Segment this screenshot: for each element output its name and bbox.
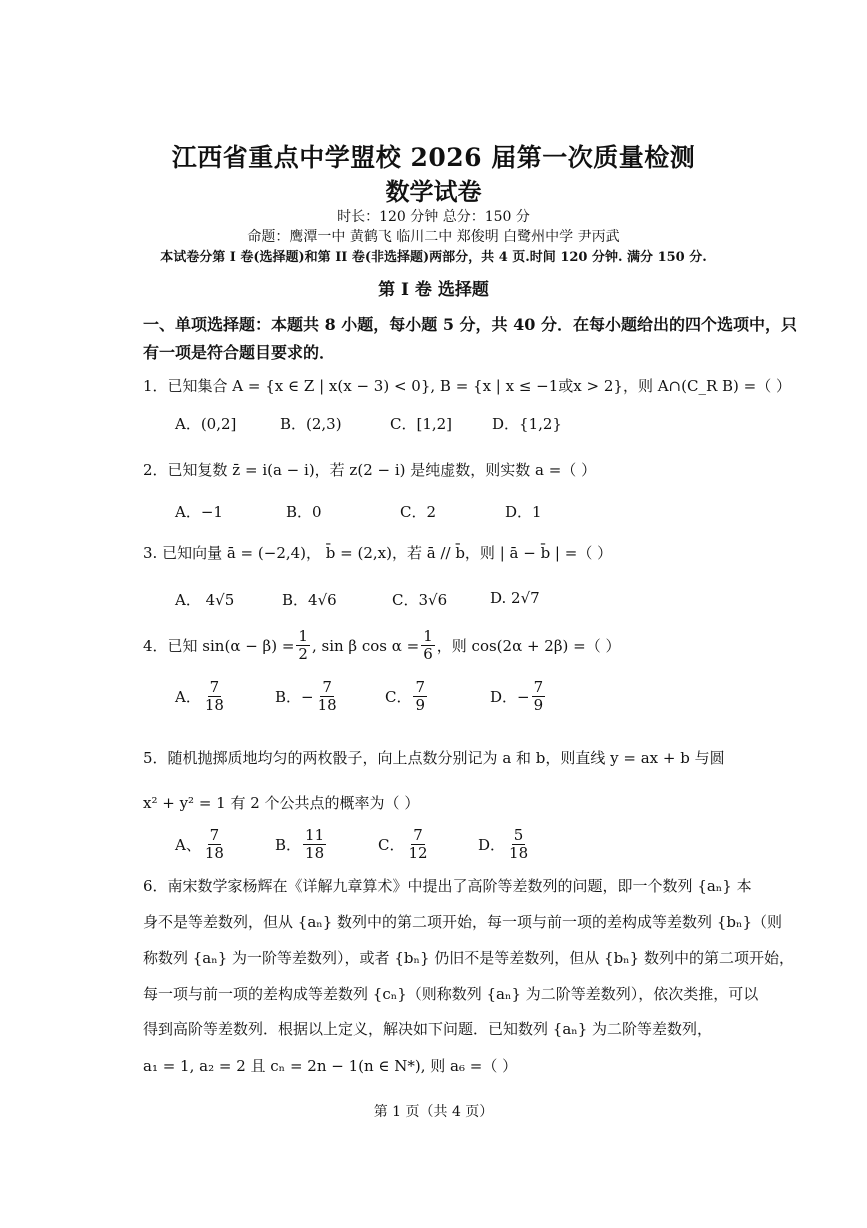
- q1-option-c: C．[1,2]: [390, 415, 453, 433]
- q4-fraction-1-den: 2: [298, 645, 308, 664]
- section-intro-1: 一、单项选择题：本题共 8 小题，每小题 5 分，共 40 分．在每小题给出的四个选项中，只: [143, 315, 797, 334]
- q6-line-2: 身不是等差数列，但从 {aₙ} 数列中的第二项开始，每一项与前一项的差构成等差数列 {bₙ}（则: [143, 913, 783, 931]
- q5-option-c: [378, 827, 432, 863]
- q5-option-a-frac: [203, 827, 226, 863]
- q4-c-den: 9: [415, 696, 426, 715]
- q4-fraction-1: [296, 628, 310, 664]
- q4-stem: [143, 628, 620, 664]
- q3-option-b: B．4√6: [282, 591, 337, 609]
- q5-c-den: 12: [408, 844, 428, 863]
- q4-d-den: 9: [533, 696, 544, 715]
- q5-option-b-label: B．: [275, 836, 302, 855]
- q5-a-den: 18: [204, 844, 224, 863]
- q6-line-4: 每一项与前一项的差构成等差数列 {cₙ}（则称数列 {aₙ} 为二阶等差数列），依次类推，可以: [143, 985, 759, 1003]
- q5-b-den: 18: [305, 844, 325, 863]
- q4-option-c: [385, 679, 429, 715]
- q4-b-num: 7: [322, 678, 332, 696]
- q3-option-d: D. 2√7: [490, 589, 540, 607]
- section-intro-2: 有一项是符合题目要求的．: [143, 343, 336, 362]
- q2-stem: 2．已知复数 z̄ = i(a − i)，若 z(2 − i) 是纯虚数，则实数 a =（ ）: [143, 461, 597, 479]
- q5-option-d: [478, 827, 532, 863]
- q6-line-5: 得到高阶等差数列．根据以上定义，解决如下问题．已知数列 {aₙ} 为二阶等差数列，: [143, 1020, 713, 1038]
- q1-option-d: D．{1,2}: [492, 415, 562, 433]
- q4-c-num: 7: [415, 678, 426, 696]
- q4-option-c-label: C．: [385, 688, 412, 707]
- q1-option-a: A．(0,2]: [175, 415, 237, 433]
- q3-stem: 3. 已知向量 ā = (−2,4)， b̄ = (2,x)，若 ā // b̄，则 | ā − b̄ | =（ ）: [143, 544, 613, 562]
- q1-stem: 1．已知集合 A = {x ∈ Z | x(x − 3) < 0}, B = {x | x ≤ −1或x > 2}，则 A∩(C_R B) =（ ）: [143, 377, 791, 395]
- q4-option-b-label: B．−: [275, 688, 314, 707]
- q4-a-num: 7: [209, 678, 220, 696]
- page-footer: 第 1 页（共 4 页）: [373, 1104, 494, 1120]
- q4-option-a-label: A．: [175, 688, 201, 707]
- q4-option-d-frac: [532, 679, 546, 715]
- q5-option-b: [275, 827, 328, 863]
- q5-option-b-frac: [303, 827, 326, 863]
- q2-option-b: B．0: [286, 503, 322, 521]
- q4-option-a: [175, 679, 228, 715]
- q4-fraction-2-num: 1: [423, 627, 433, 645]
- q4-b-den: 18: [317, 696, 337, 715]
- authors: 命题：鹰潭一中 黄鹤飞 临川二中 郑俊明 白鹭州中学 尹丙武: [247, 229, 620, 245]
- q5-d-den: 18: [509, 844, 529, 863]
- q5-a-num: 7: [209, 826, 220, 844]
- exam-subtitle: 数学试卷: [385, 177, 482, 206]
- q5-b-num: 11: [305, 826, 325, 844]
- q4-stem-part-3: ，则 cos(2α + 2β) =（ ）: [436, 637, 621, 656]
- q5-option-c-label: C．: [378, 836, 405, 855]
- q6-line-1: 6．南宋数学家杨辉在《详解九章算术》中提出了高阶等差数列的问题，即一个数列 {aₙ} 本: [143, 877, 752, 895]
- q4-fraction-2: [421, 628, 435, 664]
- q4-fraction-1-num: 1: [298, 627, 308, 645]
- q5-option-a: [175, 827, 228, 863]
- q4-fraction-2-den: 6: [423, 645, 433, 664]
- q3-option-c: C．3√6: [392, 591, 448, 609]
- q4-option-b: [275, 679, 341, 715]
- q4-d-num: 7: [533, 678, 544, 696]
- q6-line-3: 称数列 {aₙ} 为一阶等差数列），或者 {bₙ} 仍旧不是等差数列，但从 {bₙ} 数列中的第二项开始，: [143, 949, 794, 967]
- q5-d-num: 5: [513, 826, 524, 844]
- q4-stem-part-1: 4．已知 sin(α − β) =: [143, 637, 295, 656]
- q5-option-c-frac: [406, 827, 429, 863]
- q4-option-d: [490, 679, 547, 715]
- q5-c-num: 7: [413, 826, 423, 844]
- q4-a-den: 18: [204, 696, 224, 715]
- q5-option-a-label: A、: [175, 836, 201, 855]
- q2-option-d: D．1: [505, 503, 542, 521]
- q2-option-a: A．−1: [175, 503, 223, 521]
- q4-option-a-frac: [203, 679, 226, 715]
- q3-option-a: A． 4√5: [175, 591, 235, 609]
- q5-stem-1: 5．随机抛掷质地均匀的两枚骰子，向上点数分别记为 a 和 b，则直线 y = ax + b 与圆: [143, 749, 725, 767]
- q4-stem-part-2: , sin β cos α =: [311, 636, 420, 655]
- q4-option-b-frac: [316, 679, 339, 715]
- q6-line-6: a₁ = 1, a₂ = 2 且 cₙ = 2n − 1(n ∈ N*), 则 a₆ =（ ）: [143, 1057, 518, 1075]
- q4-option-c-frac: [413, 679, 427, 715]
- q2-option-c: C．2: [400, 503, 437, 521]
- time-score: 时长：120 分钟 总分：150 分: [337, 209, 530, 225]
- section-heading: 第 I 卷 选择题: [378, 280, 489, 300]
- q5-option-d-frac: [507, 827, 530, 863]
- q5-stem-2: x² + y² = 1 有 2 个公共点的概率为（ ）: [143, 794, 420, 812]
- exam-title: 江西省重点中学盟校 2026 届第一次质量检测: [171, 143, 696, 172]
- q4-option-d-label: D．−: [490, 688, 530, 707]
- exam-note: 本试卷分第 I 卷(选择题)和第 II 卷(非选择题)两部分，共 4 页.时间 120 分钟. 满分 150 分.: [160, 250, 707, 265]
- q5-option-d-label: D．: [478, 836, 506, 855]
- q1-option-b: B．(2,3): [280, 415, 342, 433]
